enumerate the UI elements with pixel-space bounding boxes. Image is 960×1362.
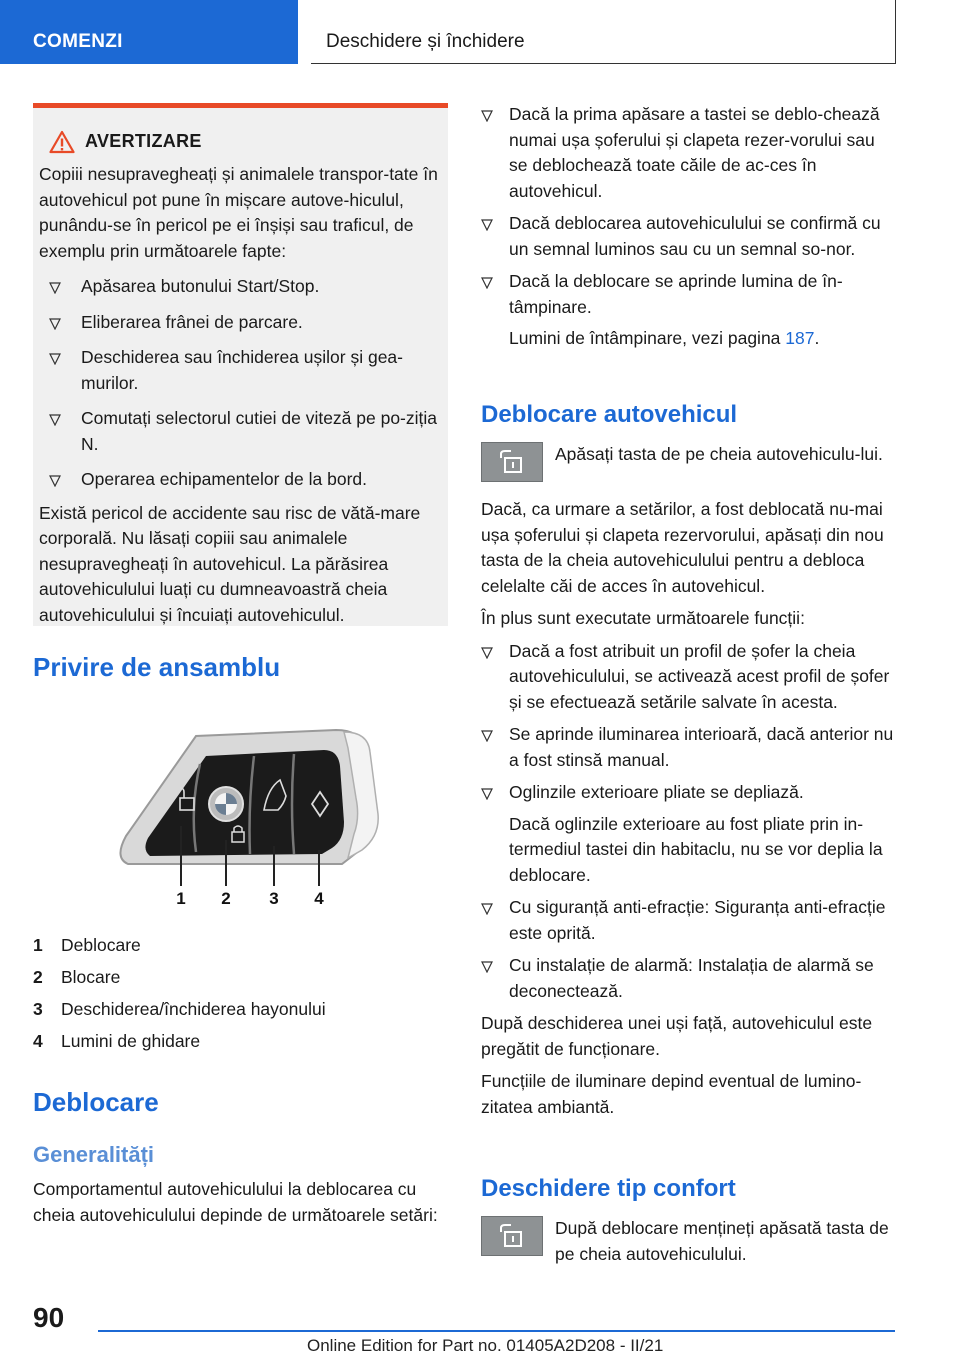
bullet-triangle-icon [49, 467, 67, 493]
paragraph: Funcțiile de iluminare depind eventual de lumino-zitatea ambiantă. [481, 1071, 862, 1117]
callout-number: 1 [176, 889, 186, 908]
car-key-illustration [98, 718, 398, 910]
list-item [39, 467, 440, 493]
legend-label: Blocare [61, 966, 121, 987]
bullet-triangle-icon [481, 639, 499, 716]
list-item [481, 953, 896, 1004]
warning-item: Eliberarea frânei de parcare. [81, 311, 303, 332]
list-item [481, 722, 896, 773]
comfort-instruction [481, 1216, 896, 1267]
list-item [481, 639, 896, 716]
bullet-triangle-icon [49, 345, 67, 396]
warning-item: Apăsarea butonului Start/Stop. [81, 276, 320, 296]
legend-number: 1 [33, 934, 43, 955]
setting-item: Dacă la deblocare se aprinde lumina de în-tâmpinare. [509, 271, 843, 317]
list-item [39, 274, 440, 300]
function-item: Cu instalație de alarmă: Instalația de alarmă se deconectează. [509, 955, 874, 1001]
bullet-triangle-icon [49, 310, 67, 336]
unlock-vehicle-instruction [481, 442, 896, 1120]
edition-text: Online Edition for Part no. 01405A2D208 - II/21 [307, 1336, 664, 1355]
bullet-triangle-icon [49, 406, 67, 457]
see-end: . [814, 328, 820, 348]
footer-divider [98, 1330, 895, 1332]
see-reference [481, 326, 896, 352]
bullet-triangle-icon [481, 895, 499, 946]
function-item: Dacă a fost atribuit un profil de șofer la cheia autovehiculului, se activează acest profil de șofer și se efectuează setările salvate în acesta. [509, 640, 890, 712]
right-column [481, 102, 896, 352]
unlock-key-icon [481, 1216, 543, 1256]
see-text: Lumini de întâmpinare, vezi pagina [509, 328, 786, 348]
bullet-triangle-icon [481, 102, 499, 204]
bullet-triangle-icon [481, 953, 499, 1004]
legend-number: 4 [33, 1030, 43, 1051]
list-item [481, 895, 896, 946]
page-link[interactable]: 187 [785, 328, 815, 348]
warning-title: AVERTIZARE [85, 131, 202, 152]
legend-label: Deblocare [61, 934, 141, 955]
list-item [481, 102, 896, 204]
legend-item [33, 929, 433, 961]
legend-item [33, 961, 433, 993]
warning-intro: Copiii nesupravegheați și animalele transpor-tate în autovehicul pot pune în mișcare autove-hiculul, punându-se în pericol pe ei înșiși sau traficul, de exemplu prin următoarele fapte: [39, 164, 438, 261]
callout-number: 4 [314, 889, 324, 908]
paragraph: În plus sunt executate următoarele funcții: [481, 608, 805, 628]
list-item [481, 211, 896, 262]
legend-label: Deschiderea/închiderea hayonului [61, 998, 326, 1019]
legend-item [33, 1025, 433, 1057]
list-item [481, 269, 896, 320]
setting-item: Dacă la prima apăsare a tastei se deblo-chează numai ușa șoferului și clapeta rezer-vorului sau se deblochează toate căile de ac-ces în autovehicul. [509, 104, 880, 201]
warning-outro: Există pericol de accidente sau risc de vătă-mare corporală. Nu lăsați copiii sau animalele nesupravegheați în autovehicul. La părăsirea autovehiculului luați cu dumneavoastră cheia autovehiculului și încuiați autovehiculul. [39, 502, 421, 625]
function-item: Se aprinde iluminarea interioară, dacă anterior nu a fost stinsă manual. [509, 724, 894, 770]
comfort-instruction-text: După deblocare mențineți apăsată tasta de pe cheia autovehiculului. [555, 1218, 889, 1264]
unlock-vehicle-heading: Deblocare autovehicul [481, 401, 738, 428]
section-tab: COMENZI [0, 0, 298, 64]
warning-item: Operarea echipamentelor de la bord. [81, 469, 368, 489]
function-item: Cu siguranță anti-efracție: Siguranța anti-efracție este oprită. [509, 897, 886, 943]
unlock-key-icon [481, 442, 543, 482]
key-legend [33, 929, 433, 1057]
unlock-instruction-text: Apăsați tasta de pe cheia autovehiculu-lui. [555, 444, 883, 464]
list-item [481, 780, 896, 806]
general-text: Comportamentul autovehiculului la deblocarea cu cheia autovehiculului depinde de următoarele setări: [33, 1179, 438, 1225]
general-subheading: Generalități [33, 1142, 155, 1167]
callout-number: 2 [221, 889, 231, 908]
function-note: Dacă oglinzile exterioare au fost pliate prin in-termediul tastei din habitaclu, nu se vor deplia la deblocare. [509, 813, 883, 885]
callout-number: 3 [269, 889, 279, 908]
function-item: Oglinzile exterioare pliate se depliază. [509, 782, 804, 802]
legend-number: 3 [33, 998, 43, 1019]
chapter-title: Deschidere și închidere [311, 0, 896, 64]
bullet-triangle-icon [481, 211, 499, 262]
list-item [39, 406, 440, 457]
paragraph: Dacă, ca urmare a setărilor, a fost deblocată nu-mai ușa șoferului și clapeta rezervorului, apăsați din nou tasta de la cheia autovehiculului pentru a debloca celelalte căi de acces în autovehicul. [481, 499, 884, 596]
setting-item: Dacă deblocarea autovehiculului se confirmă cu un semnal luminos sau cu un semnal so-nor. [509, 213, 881, 259]
legend-label: Lumini de ghidare [61, 1030, 201, 1051]
legend-number: 2 [33, 966, 43, 987]
bullet-triangle-icon [481, 269, 499, 320]
page-number: 90 [33, 1302, 65, 1333]
unlock-heading: Deblocare [33, 1087, 159, 1117]
bullet-triangle-icon [481, 780, 499, 806]
paragraph: După deschiderea unei uși față, autovehiculul este pregătit de funcționare. [481, 1013, 873, 1059]
comfort-heading: Deschidere tip confort [481, 1175, 736, 1202]
legend-item [33, 993, 433, 1025]
list-item [39, 310, 440, 336]
bullet-triangle-icon [481, 722, 499, 773]
list-item [39, 345, 440, 396]
warning-item: Deschiderea sau închiderea ușilor și gea-murilor. [81, 347, 403, 393]
warning-box [33, 103, 448, 626]
warning-item: Comutați selectorul cutiei de viteză pe po-ziția N. [81, 408, 438, 454]
warning-triangle-icon [49, 130, 75, 154]
overview-heading: Privire de ansamblu [33, 652, 281, 682]
bullet-triangle-icon [49, 274, 67, 300]
